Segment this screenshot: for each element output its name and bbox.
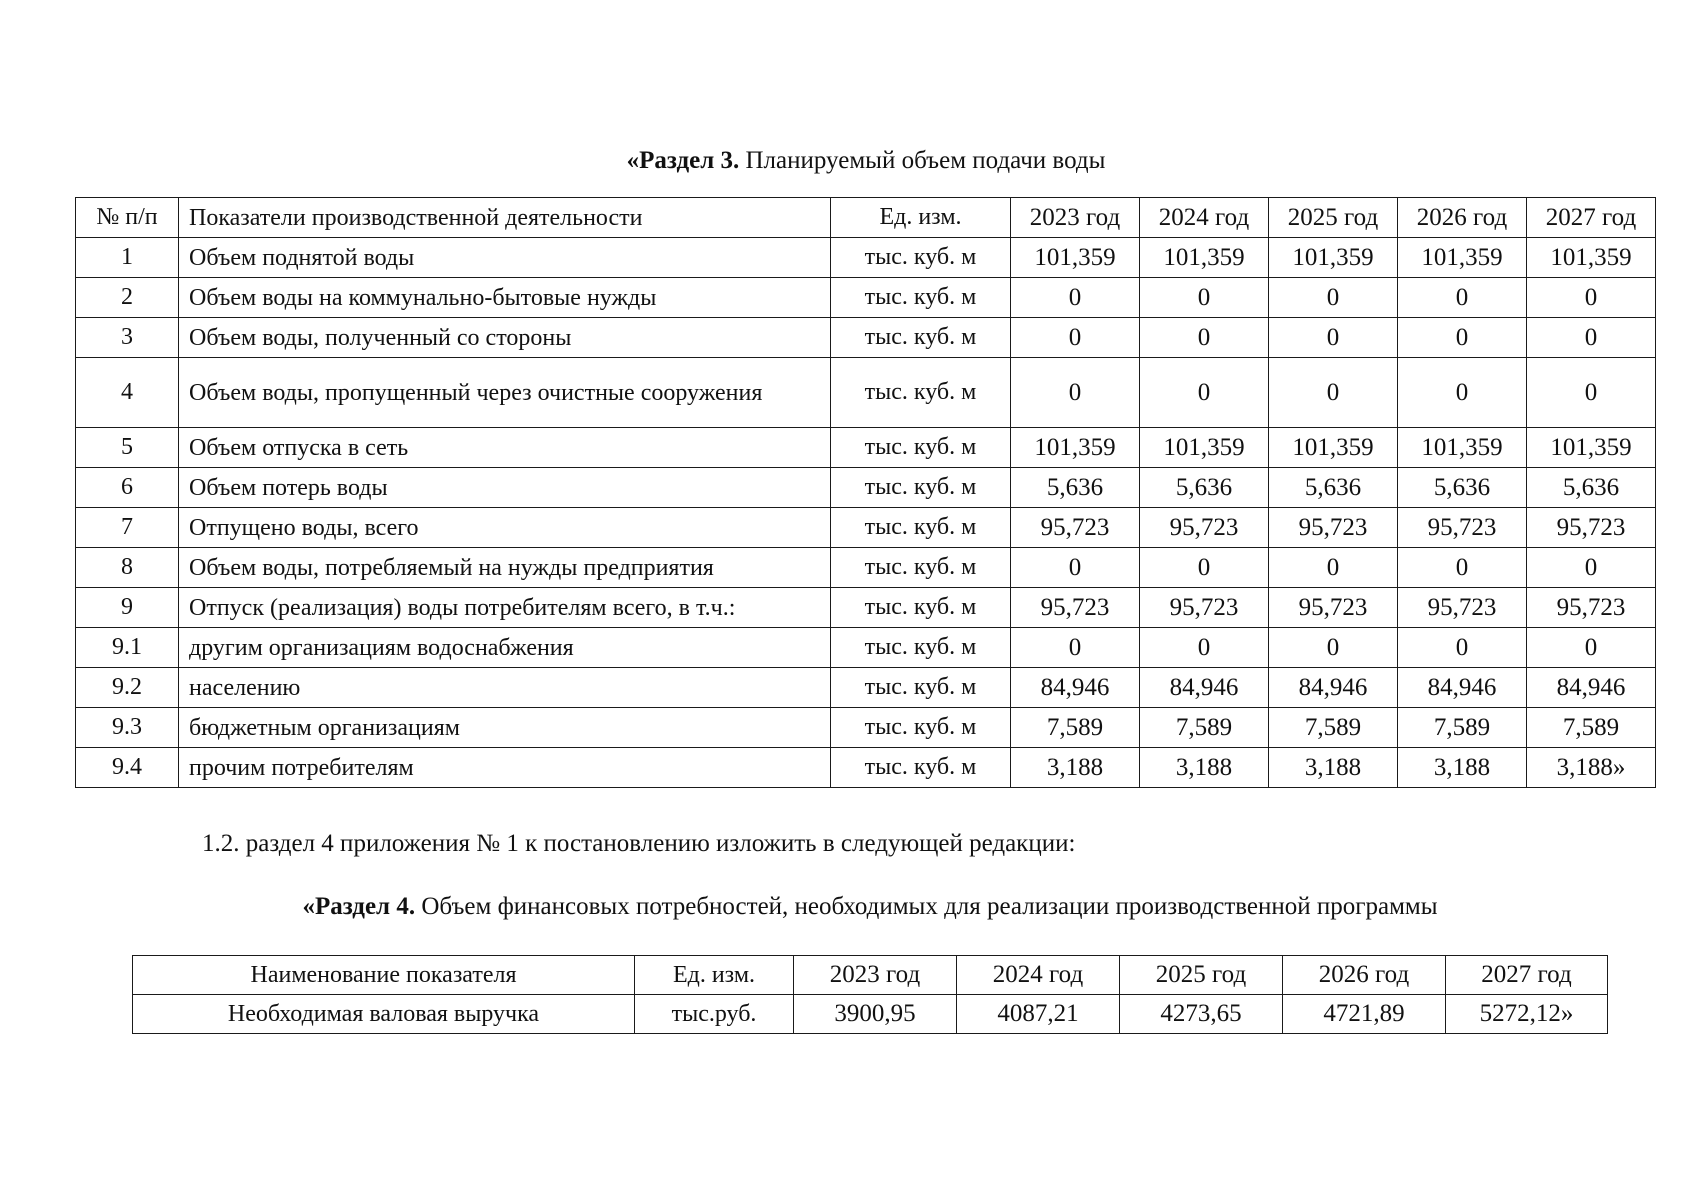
financial-needs-table xyxy=(132,955,1608,1034)
row-indicator: Объем воды, полученный со стороны xyxy=(179,318,831,358)
row-indicator: Объем воды на коммунально-бытовые нужды xyxy=(179,278,831,318)
row-value-2023: 0 xyxy=(1011,278,1140,318)
row-value-2024: 5,636 xyxy=(1140,468,1269,508)
row-value-2024: 0 xyxy=(1140,358,1269,428)
row-number: 1 xyxy=(76,238,179,278)
row-value-2026: 0 xyxy=(1398,278,1527,318)
row-value-2024: 7,589 xyxy=(1140,708,1269,748)
row-value-2026: 0 xyxy=(1398,358,1527,428)
table-row xyxy=(76,278,1656,318)
row-value-2027: 0 xyxy=(1527,628,1656,668)
header-year-2026: 2026 год xyxy=(1283,956,1446,995)
financial-needs-table-body xyxy=(133,995,1608,1034)
row-value-2023: 7,589 xyxy=(1011,708,1140,748)
header-number: № п/п xyxy=(76,198,179,238)
row-indicator: Объем поднятой воды xyxy=(179,238,831,278)
row-unit: тыс. куб. м xyxy=(831,708,1011,748)
row-value-2025: 101,359 xyxy=(1269,428,1398,468)
table-row xyxy=(76,508,1656,548)
table-row xyxy=(76,358,1656,428)
section-3-title xyxy=(76,147,1656,175)
row-value-2027: 101,359 xyxy=(1527,428,1656,468)
row-value-2023: 95,723 xyxy=(1011,588,1140,628)
row-value-2027: 5,636 xyxy=(1527,468,1656,508)
row-value-2025: 5,636 xyxy=(1269,468,1398,508)
row-value-2026: 0 xyxy=(1398,628,1527,668)
header-year-2023: 2023 год xyxy=(794,956,957,995)
header-indicator-name: Наименование показателя xyxy=(133,956,635,995)
row-value-2026: 84,946 xyxy=(1398,668,1527,708)
row-indicator: Объем воды, потребляемый на нужды предприятия xyxy=(179,548,831,588)
row-indicator: другим организациям водоснабжения xyxy=(179,628,831,668)
table-row xyxy=(76,468,1656,508)
row-unit: тыс. куб. м xyxy=(831,628,1011,668)
table-row xyxy=(76,238,1656,278)
row-value-2023: 84,946 xyxy=(1011,668,1140,708)
row-value-2024: 0 xyxy=(1140,318,1269,358)
row-value-2025: 3,188 xyxy=(1269,748,1398,788)
row-indicator: Отпущено воды, всего xyxy=(179,508,831,548)
row-indicator-name: Необходимая валовая выручка xyxy=(133,995,635,1034)
row-value-2027: 84,946 xyxy=(1527,668,1656,708)
header-year-2027: 2027 год xyxy=(1446,956,1608,995)
row-value-2027: 101,359 xyxy=(1527,238,1656,278)
row-unit: тыс. куб. м xyxy=(831,748,1011,788)
header-year-2023: 2023 год xyxy=(1011,198,1140,238)
row-value-2026: 3,188 xyxy=(1398,748,1527,788)
header-unit: Ед. изм. xyxy=(635,956,794,995)
row-value-2024: 84,946 xyxy=(1140,668,1269,708)
row-number: 9 xyxy=(76,588,179,628)
table-row xyxy=(76,668,1656,708)
row-number: 4 xyxy=(76,358,179,428)
row-unit: тыс. куб. м xyxy=(831,318,1011,358)
row-unit: тыс. куб. м xyxy=(831,468,1011,508)
row-number: 7 xyxy=(76,508,179,548)
row-value-2023: 0 xyxy=(1011,548,1140,588)
row-indicator: Объем потерь воды xyxy=(179,468,831,508)
row-number: 9.4 xyxy=(76,748,179,788)
row-number: 9.2 xyxy=(76,668,179,708)
row-value-2023: 5,636 xyxy=(1011,468,1140,508)
row-value-2025: 0 xyxy=(1269,318,1398,358)
row-value-2026: 95,723 xyxy=(1398,588,1527,628)
row-value-2026: 95,723 xyxy=(1398,508,1527,548)
row-value-2026: 101,359 xyxy=(1398,238,1527,278)
row-value-2025: 0 xyxy=(1269,278,1398,318)
row-unit: тыс. куб. м xyxy=(831,238,1011,278)
row-unit: тыс.руб. xyxy=(635,995,794,1034)
row-value-2026: 101,359 xyxy=(1398,428,1527,468)
row-number: 6 xyxy=(76,468,179,508)
header-year-2027: 2027 год xyxy=(1527,198,1656,238)
row-value-2024: 101,359 xyxy=(1140,428,1269,468)
row-number: 9.3 xyxy=(76,708,179,748)
table-header-row xyxy=(76,198,1656,238)
row-value-2027: 0 xyxy=(1527,548,1656,588)
row-value-2023: 0 xyxy=(1011,318,1140,358)
row-unit: тыс. куб. м xyxy=(831,548,1011,588)
row-value-2027: 7,589 xyxy=(1527,708,1656,748)
water-supply-table-body xyxy=(76,238,1656,788)
row-value-2026: 5,636 xyxy=(1398,468,1527,508)
header-year-2024: 2024 год xyxy=(1140,198,1269,238)
row-number: 2 xyxy=(76,278,179,318)
table-row xyxy=(76,588,1656,628)
table-row xyxy=(76,708,1656,748)
row-value-2027: 0 xyxy=(1527,318,1656,358)
row-value-2025: 0 xyxy=(1269,548,1398,588)
row-value-2025: 84,946 xyxy=(1269,668,1398,708)
table-row xyxy=(76,428,1656,468)
row-value-2025: 4273,65 xyxy=(1120,995,1283,1034)
row-value-2025: 0 xyxy=(1269,358,1398,428)
row-value-2026: 0 xyxy=(1398,548,1527,588)
row-value-2027: 3,188» xyxy=(1527,748,1656,788)
row-indicator: Отпуск (реализация) воды потребителям всего, в т.ч.: xyxy=(179,588,831,628)
row-value-2025: 95,723 xyxy=(1269,508,1398,548)
row-value-2027: 95,723 xyxy=(1527,588,1656,628)
row-value-2024: 3,188 xyxy=(1140,748,1269,788)
row-value-2023: 95,723 xyxy=(1011,508,1140,548)
row-value-2024: 95,723 xyxy=(1140,588,1269,628)
section-3-title-bold: «Раздел 3. xyxy=(626,147,740,174)
row-value-2024: 95,723 xyxy=(1140,508,1269,548)
header-unit: Ед. изм. xyxy=(831,198,1011,238)
row-number: 5 xyxy=(76,428,179,468)
row-unit: тыс. куб. м xyxy=(831,508,1011,548)
row-unit: тыс. куб. м xyxy=(831,428,1011,468)
section-4-title-bold: «Раздел 4. xyxy=(302,893,416,920)
row-number: 3 xyxy=(76,318,179,358)
row-value-2026: 0 xyxy=(1398,318,1527,358)
row-number: 9.1 xyxy=(76,628,179,668)
row-indicator: населению xyxy=(179,668,831,708)
row-value-2023: 101,359 xyxy=(1011,238,1140,278)
section-4-title-text: Объем финансовых потребностей, необходимых для реализации производственной программы xyxy=(415,893,1438,920)
row-unit: тыс. куб. м xyxy=(831,668,1011,708)
row-value-2023: 0 xyxy=(1011,358,1140,428)
header-year-2024: 2024 год xyxy=(957,956,1120,995)
row-unit: тыс. куб. м xyxy=(831,588,1011,628)
table-row xyxy=(76,628,1656,668)
row-value-2024: 0 xyxy=(1140,628,1269,668)
row-value-2024: 4087,21 xyxy=(957,995,1120,1034)
row-value-2024: 0 xyxy=(1140,278,1269,318)
row-value-2027: 0 xyxy=(1527,358,1656,428)
row-unit: тыс. куб. м xyxy=(831,358,1011,428)
row-indicator: Объем воды, пропущенный через очистные сооружения xyxy=(179,358,831,428)
row-indicator: бюджетным организациям xyxy=(179,708,831,748)
row-indicator: Объем отпуска в сеть xyxy=(179,428,831,468)
row-value-2024: 0 xyxy=(1140,548,1269,588)
row-value-2027: 5272,12» xyxy=(1446,995,1608,1034)
amendment-paragraph: 1.2. раздел 4 приложения № 1 к постановлению изложить в следующей редакции: xyxy=(202,830,1076,857)
table-row xyxy=(133,995,1608,1034)
table-header-row xyxy=(133,956,1608,995)
row-value-2026: 4721,89 xyxy=(1283,995,1446,1034)
row-value-2026: 7,589 xyxy=(1398,708,1527,748)
row-value-2023: 3900,95 xyxy=(794,995,957,1034)
header-year-2025: 2025 год xyxy=(1269,198,1398,238)
row-indicator: прочим потребителям xyxy=(179,748,831,788)
table-row xyxy=(76,548,1656,588)
row-value-2024: 101,359 xyxy=(1140,238,1269,278)
row-value-2023: 3,188 xyxy=(1011,748,1140,788)
row-value-2023: 101,359 xyxy=(1011,428,1140,468)
row-value-2027: 0 xyxy=(1527,278,1656,318)
header-year-2025: 2025 год xyxy=(1120,956,1283,995)
section-3-title-text: Планируемый объем подачи воды xyxy=(739,147,1106,174)
header-indicator: Показатели производственной деятельности xyxy=(179,198,831,238)
row-value-2025: 101,359 xyxy=(1269,238,1398,278)
row-value-2025: 7,589 xyxy=(1269,708,1398,748)
row-value-2023: 0 xyxy=(1011,628,1140,668)
header-year-2026: 2026 год xyxy=(1398,198,1527,238)
water-supply-table xyxy=(75,197,1656,788)
row-value-2025: 0 xyxy=(1269,628,1398,668)
table-row xyxy=(76,318,1656,358)
row-value-2025: 95,723 xyxy=(1269,588,1398,628)
section-4-title xyxy=(120,893,1620,921)
table-row xyxy=(76,748,1656,788)
row-number: 8 xyxy=(76,548,179,588)
row-value-2027: 95,723 xyxy=(1527,508,1656,548)
row-unit: тыс. куб. м xyxy=(831,278,1011,318)
